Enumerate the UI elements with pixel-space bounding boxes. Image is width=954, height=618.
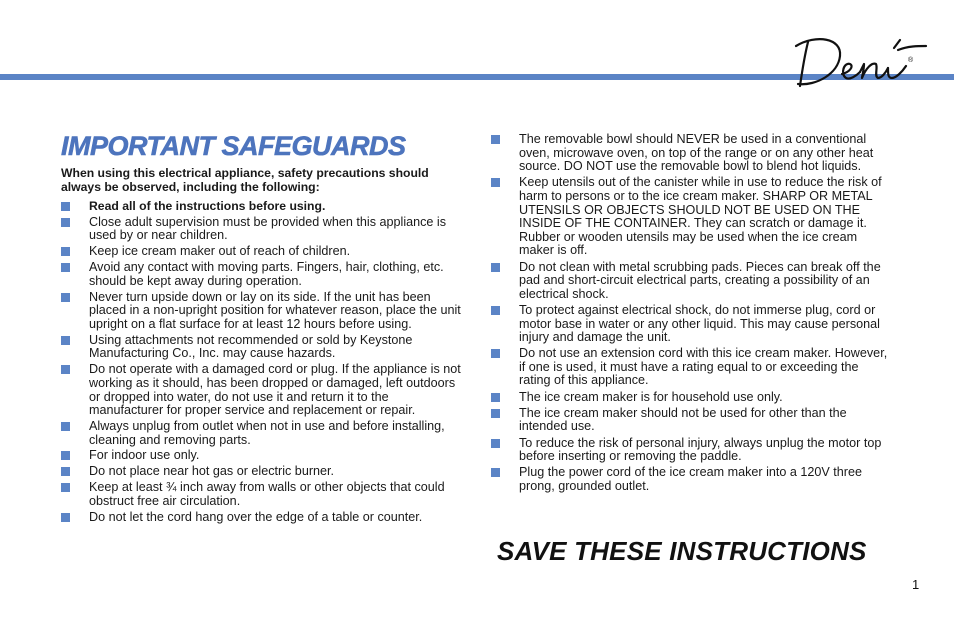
- left-safeguard-list: [61, 200, 461, 524]
- square-bullet-icon: [491, 349, 500, 358]
- save-instructions-heading: SAVE THESE INSTRUCTIONS: [497, 536, 867, 566]
- list-item-text: Keep at least ¾ inch away from walls or other objects that could obstruct free air circulation.: [89, 480, 445, 508]
- list-item-text: To reduce the risk of personal injury, always unplug the motor top before inserting or removing the paddle.: [519, 435, 882, 464]
- list-item: [491, 347, 891, 388]
- list-item-text: Do not clean with metal scrubbing pads. Pieces can break off the pad and short-circuit electrical parts, creating a possibility of an electrical shock.: [519, 259, 881, 301]
- page-number: 1: [912, 577, 920, 592]
- square-bullet-icon: [61, 202, 70, 211]
- square-bullet-icon: [61, 422, 70, 431]
- registered-mark: ®: [908, 57, 914, 64]
- square-bullet-icon: [61, 218, 70, 227]
- deni-logo: [790, 28, 930, 92]
- list-item-text: The ice cream maker is for household use only.: [519, 389, 783, 404]
- list-item-text: Do not place near hot gas or electric burner.: [89, 464, 335, 479]
- square-bullet-icon: [491, 468, 500, 477]
- list-item-text: Plug the power cord of the ice cream maker into a 120V three prong, grounded outlet.: [519, 465, 863, 493]
- square-bullet-icon: [61, 467, 70, 476]
- list-item-text: Close adult supervision must be provided when this appliance is used by or near children.: [89, 214, 447, 243]
- list-item: [61, 363, 461, 417]
- list-item: [491, 261, 891, 302]
- list-item-text: Always unplug from outlet when not in use and before installing, cleaning and removing parts.: [89, 418, 445, 447]
- list-item-text: Do not let the cord hang over the edge of a table or counter.: [89, 509, 423, 524]
- square-bullet-icon: [491, 409, 500, 418]
- list-item-text: The removable bowl should NEVER be used in a conventional oven, microwave oven, on top of the range or on any other heat source. DO NOT use the removable bowl to blend hot liquids.: [519, 132, 874, 174]
- list-item: [491, 407, 891, 434]
- right-safeguard-list: [491, 133, 891, 494]
- square-bullet-icon: [491, 178, 500, 187]
- square-bullet-icon: [491, 263, 500, 272]
- square-bullet-icon: [491, 393, 500, 402]
- list-item: [61, 261, 461, 288]
- list-item-text: Do not use an extension cord with this ice cream maker. However, if one is used, it must have a rating equal to or exceeding the rating of this appliance.: [519, 346, 888, 388]
- list-item-text: Never turn upside down or lay on its side. If the unit has been placed in a non-upright position for whatever reason, place the unit upright on a flat surface for at least 12 hours before using.: [89, 289, 461, 331]
- square-bullet-icon: [61, 483, 70, 492]
- list-item-text: Read all of the instructions before using.: [89, 199, 326, 213]
- list-item-text: Avoid any contact with moving parts. Fingers, hair, clothing, etc. should be kept away during operation.: [89, 260, 444, 288]
- list-item-text: For indoor use only.: [89, 448, 200, 463]
- square-bullet-icon: [61, 247, 70, 256]
- left-column: [61, 130, 461, 527]
- list-item: [491, 304, 891, 345]
- square-bullet-icon: [61, 263, 70, 272]
- list-item-text: Do not operate with a damaged cord or plug. If the appliance is not working as it should, has been dropped or damaged, left outdoors or dropped into water, do not use it and return it to the manufacturer for proper service and replacement or repair.: [89, 362, 461, 418]
- right-column: [491, 133, 891, 496]
- intro-text: When using this electrical appliance, safety precautions should always be observed, including the following:: [61, 166, 429, 194]
- list-item: [491, 466, 891, 493]
- page-heading: IMPORTANT SAFEGUARDS: [61, 131, 406, 161]
- list-item: [61, 465, 461, 479]
- list-item: [491, 176, 891, 258]
- list-item: [491, 437, 891, 464]
- list-item: [61, 216, 461, 243]
- list-item: [491, 391, 891, 405]
- deni-logo-icon: [790, 28, 930, 92]
- list-item-text: Using attachments not recommended or sold by Keystone Manufacturing Co., Inc. may cause hazards.: [89, 332, 413, 361]
- list-item: [491, 133, 891, 174]
- square-bullet-icon: [491, 306, 500, 315]
- list-item: [61, 200, 461, 214]
- list-item: [61, 245, 461, 259]
- square-bullet-icon: [61, 451, 70, 460]
- square-bullet-icon: [491, 439, 500, 448]
- square-bullet-icon: [61, 365, 70, 374]
- list-item: [61, 334, 461, 361]
- list-item: [61, 449, 461, 463]
- square-bullet-icon: [61, 513, 70, 522]
- square-bullet-icon: [491, 135, 500, 144]
- square-bullet-icon: [61, 336, 70, 345]
- list-item-text: The ice cream maker should not be used for other than the intended use.: [519, 405, 847, 434]
- list-item: [61, 420, 461, 447]
- square-bullet-icon: [61, 293, 70, 302]
- list-item-text: Keep ice cream maker out of reach of children.: [89, 244, 351, 259]
- list-item: [61, 291, 461, 332]
- list-item-text: To protect against electrical shock, do not immerse plug, cord or motor base in water or any other liquid. This may cause personal injury and damage the unit.: [519, 302, 880, 345]
- list-item: [61, 511, 461, 525]
- list-item-text: Keep utensils out of the canister while in use to reduce the risk of harm to persons or to the ice cream maker. SHARP OR METAL UTENSILS OR OBJECTS SHOULD NOT BE USED ON THE INSIDE OF THE CONTAINER. They can scratch or damage it. Rubber or wooden utensils may be used when the ice cream maker is off.: [519, 175, 882, 258]
- list-item: [61, 481, 461, 508]
